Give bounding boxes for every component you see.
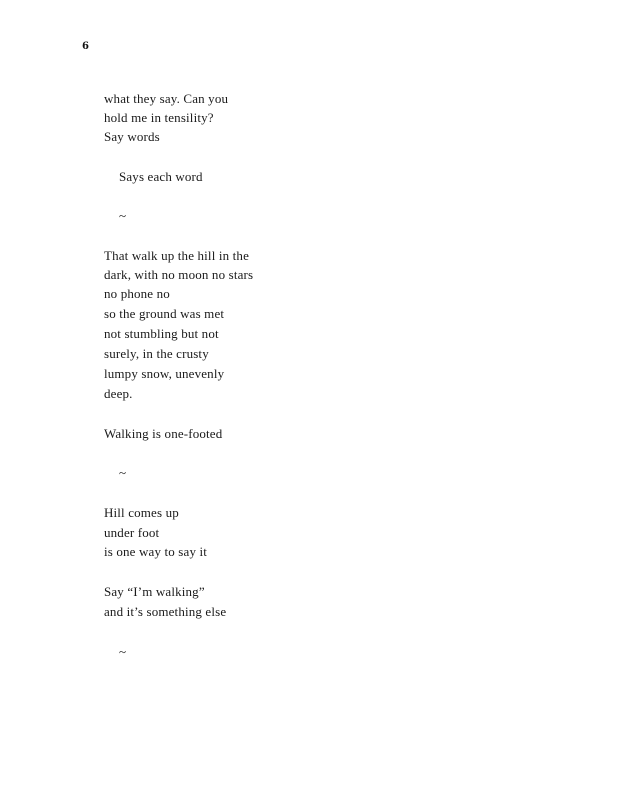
poem-line: dark, with no moon no stars [104, 267, 254, 282]
poem-line: That walk up the hill in the [104, 248, 250, 263]
poem-line: Walking is one-footed [104, 426, 223, 441]
poem-line: Hill comes up [104, 505, 179, 520]
section-break: ~ [119, 465, 127, 480]
section-break: ~ [119, 644, 127, 659]
poem-line: what they say. Can you [104, 91, 229, 106]
poem-line: hold me in tensility? [104, 110, 214, 125]
poem-line: Say “I’m walking” [104, 584, 205, 599]
poem-line: surely, in the crusty [104, 346, 209, 361]
poem-line: lumpy snow, unevenly [104, 366, 225, 381]
poem-line: and it’s something else [104, 604, 227, 619]
page-number: 6 [82, 41, 89, 52]
poem-line: no phone no [104, 286, 170, 301]
poem-line: deep. [104, 386, 133, 401]
section-break: ~ [119, 208, 127, 223]
poem-line: is one way to say it [104, 544, 208, 559]
poem-line: not stumbling but not [104, 326, 219, 341]
poem-line: so the ground was met [104, 306, 225, 321]
poem-line: under foot [104, 525, 160, 540]
poem-line: Says each word [119, 169, 203, 184]
poem-line: Say words [104, 129, 160, 144]
